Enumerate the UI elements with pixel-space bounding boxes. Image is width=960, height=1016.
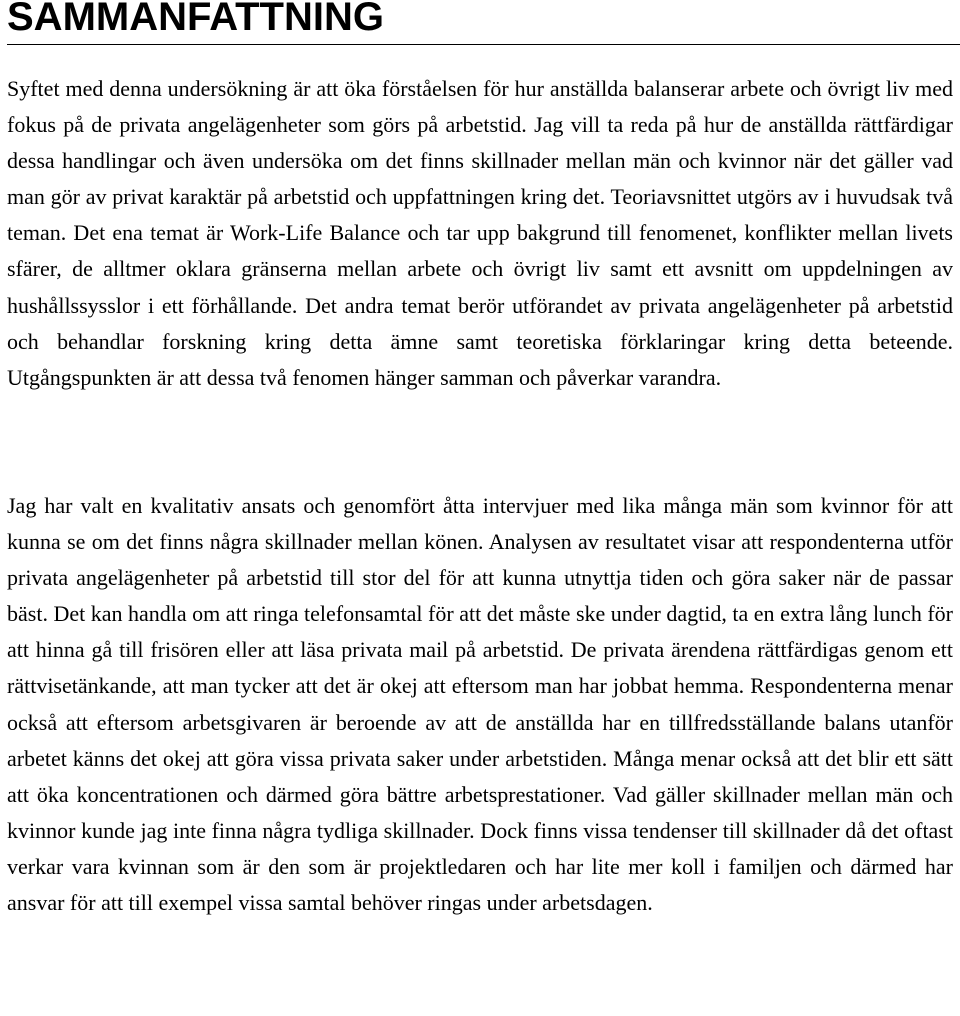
paragraph-method-results: Jag har valt en kvalitativ ansats och genomfört åtta intervjuer med lika många män som kvinnor för att kunna se om det finns några skillnader mellan könen. Analysen av resultatet visar att respondenterna utför privata angelägenheter på arbetstid till stor del för att kunna utnyttja tiden och göra saker när de passar bäst. Det kan handla om att ringa telefonsamtal för att det måste ske under dagtid, ta en extra lång lunch för att hinna gå till frisören eller att läsa privata mail på arbetstid. De privata ärendena rättfärdigas genom ett rättvisetänkande, att man tycker att det är okej att eftersom man har jobbat hemma. Respondenterna menar också att eftersom arbetsgivaren är beroende av att de anställda har en tillfredsställande balans utanför arbetet känns det okej att göra vissa privata saker under arbetstiden. Många menar också att det blir ett sätt att öka koncentrationen och därmed göra bättre arbetsprestationer. Vad gäller skillnader mellan män och kvinnor kunde jag inte finna några tydliga skillnader. Dock finns vissa tendenser till skillnader då det oftast verkar vara kvinnan som är den som är projektledaren och har lite mer koll i familjen och därmed har ansvar för att till exempel vissa samtal behöver ringas under arbetsdagen. bbox=[7, 493, 953, 916]
section-heading: SAMMANFATTNING bbox=[7, 0, 384, 37]
document-body bbox=[7, 0, 953, 916]
paragraph-purpose: Syftet med denna undersökning är att öka förståelsen för hur anställda balanserar arbete och övrigt liv med fokus på de privata angelägenheter som görs på arbetstid. Jag vill ta reda på hur de anställda rättfärdigar dessa handlingar och även undersöka om det finns skillnader mellan män och kvinnor när det gäller vad man gör av privat karaktär på arbetstid och uppfattningen kring det. Teoriavsnittet utgörs av i huvudsak två teman. Det ena temat är Work-Life Balance och tar upp bakgrund till fenomenet, konflikter mellan livets sfärer, de alltmer oklara gränserna mellan arbete och övrigt liv samt ett avsnitt om uppdelningen av hushållssysslor i ett förhållande. Det andra temat berör utförandet av privata angelägenheter på arbetstid och behandlar forskning kring detta ämne samt teoretiska förklaringar kring detta beteende. Utgångspunkten är att dessa två fenomen hänger samman och påverkar varandra. bbox=[7, 76, 953, 390]
heading-rule bbox=[7, 44, 960, 45]
